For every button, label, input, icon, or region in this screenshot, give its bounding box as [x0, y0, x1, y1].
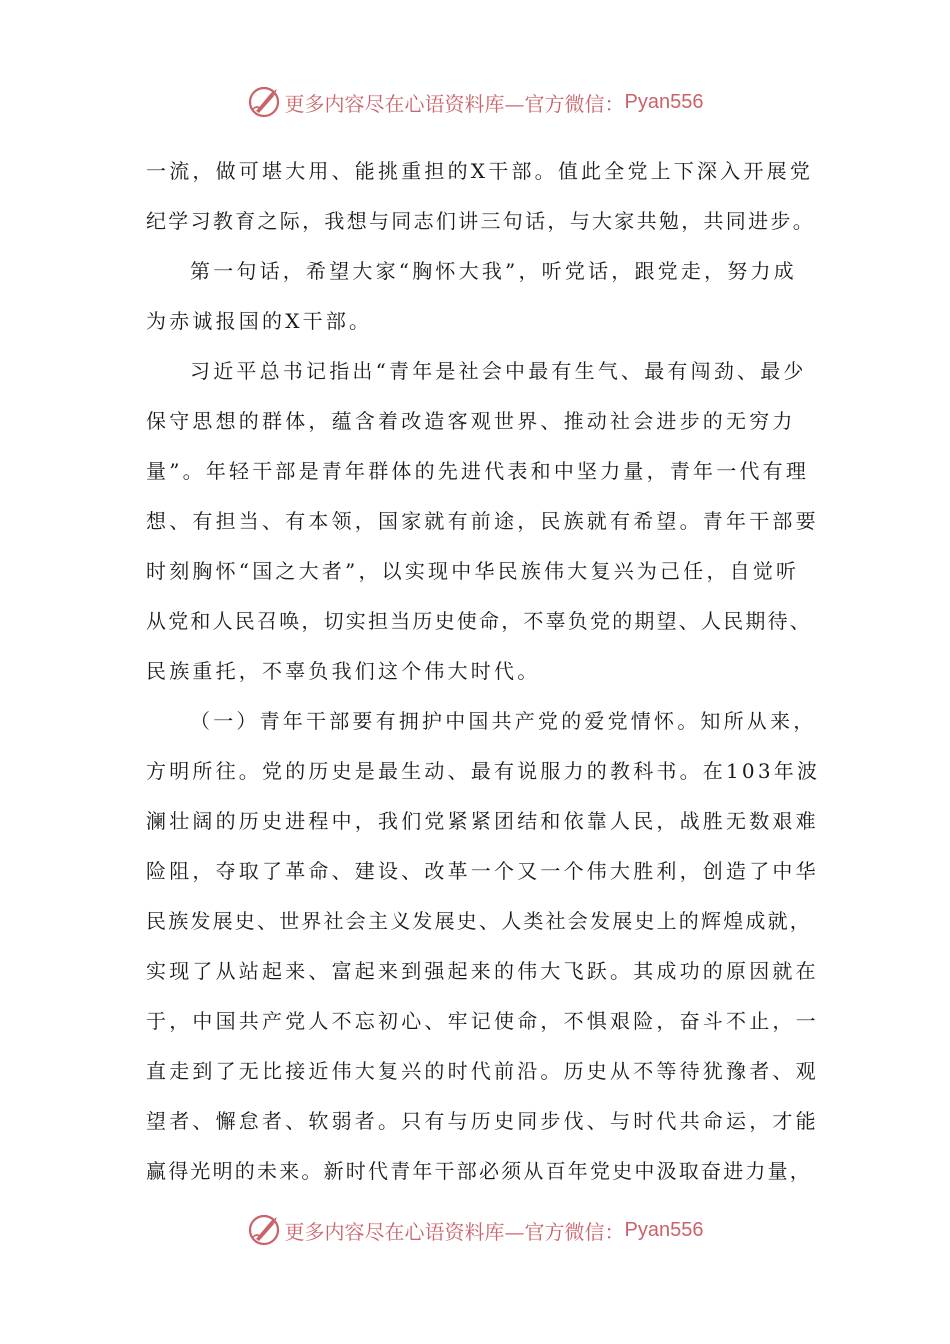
text-line: 从党和人民召唤，切实担当历史使命，不辜负党的期望、人民期待、 [146, 609, 812, 633]
text-line: 于，中国共产党人不忘初心、牢记使命，不惧艰险，奋斗不止，一 [146, 1009, 819, 1033]
text-line: 险阻，夺取了革命、建设、改革一个又一个伟大胜利，创造了中华 [146, 859, 819, 883]
watermark-text: 更多内容尽在心语资料库—官方微信： [284, 1219, 625, 1244]
text-line: 为赤诚报国的X干部。 [146, 309, 373, 333]
text-line: 赢得光明的未来。新时代青年干部必须从百年党史中汲取奋进力量， [146, 1159, 812, 1183]
watermark-wechat-id: Pyan556 [624, 90, 704, 113]
text-line: 方明所往。党的历史是最生动、最有说服力的教科书。在103年波 [146, 759, 821, 783]
watermark-wechat-id: Pyan556 [624, 1218, 704, 1241]
text-line: 纪学习教育之际，我想与同志们讲三句话，与大家共勉，共同进步。 [146, 209, 815, 233]
text-line: 民族发展史、世界社会主义发展史、人类社会发展史上的辉煌成就， [146, 909, 812, 933]
text-line: 实现了从站起来、富起来到强起来的伟大飞跃。其成功的原因就在 [146, 959, 819, 983]
text-line: 民族重托，不辜负我们这个伟大时代。 [146, 659, 541, 683]
text-line: 第一句话，希望大家“胸怀大我”，听党话，跟党走，努力成 [190, 259, 797, 283]
text-line: （一）青年干部要有拥护中国共产党的爱党情怀。知所从来， [190, 709, 817, 733]
text-line: 直走到了无比接近伟大复兴的时代前沿。历史从不等待犹豫者、观 [146, 1059, 819, 1083]
text-line: 一流，做可堪大用、能挑重担的X干部。值此全党上下深入开展党 [146, 159, 814, 183]
text-line: 习近平总书记指出“青年是社会中最有生气、最有闯劲、最少 [190, 359, 807, 383]
text-line: 量”。年轻干部是青年群体的先进代表和中坚力量，青年一代有理 [146, 459, 810, 483]
text-line: 想、有担当、有本领，国家就有前途，民族就有希望。青年干部要 [146, 509, 819, 533]
text-line: 时刻胸怀“国之大者”，以实现中华民族伟大复兴为己任，自觉听 [146, 559, 800, 583]
text-line: 澜壮阔的历史进程中，我们党紧紧团结和依靠人民，战胜无数艰难 [146, 809, 819, 833]
quill-logo-icon [247, 1213, 281, 1247]
text-line: 望者、懈怠者、软弱者。只有与历史同步伐、与时代共命运，才能 [146, 1109, 819, 1133]
document-body [146, 146, 821, 1196]
text-line: 保守思想的群体，蕴含着改造客观世界、推动社会进步的无穷力 [146, 409, 796, 433]
watermark-footer [0, 1210, 950, 1250]
quill-logo-icon [247, 85, 281, 119]
watermark-header [0, 82, 950, 122]
watermark-text: 更多内容尽在心语资料库—官方微信： [284, 91, 625, 116]
